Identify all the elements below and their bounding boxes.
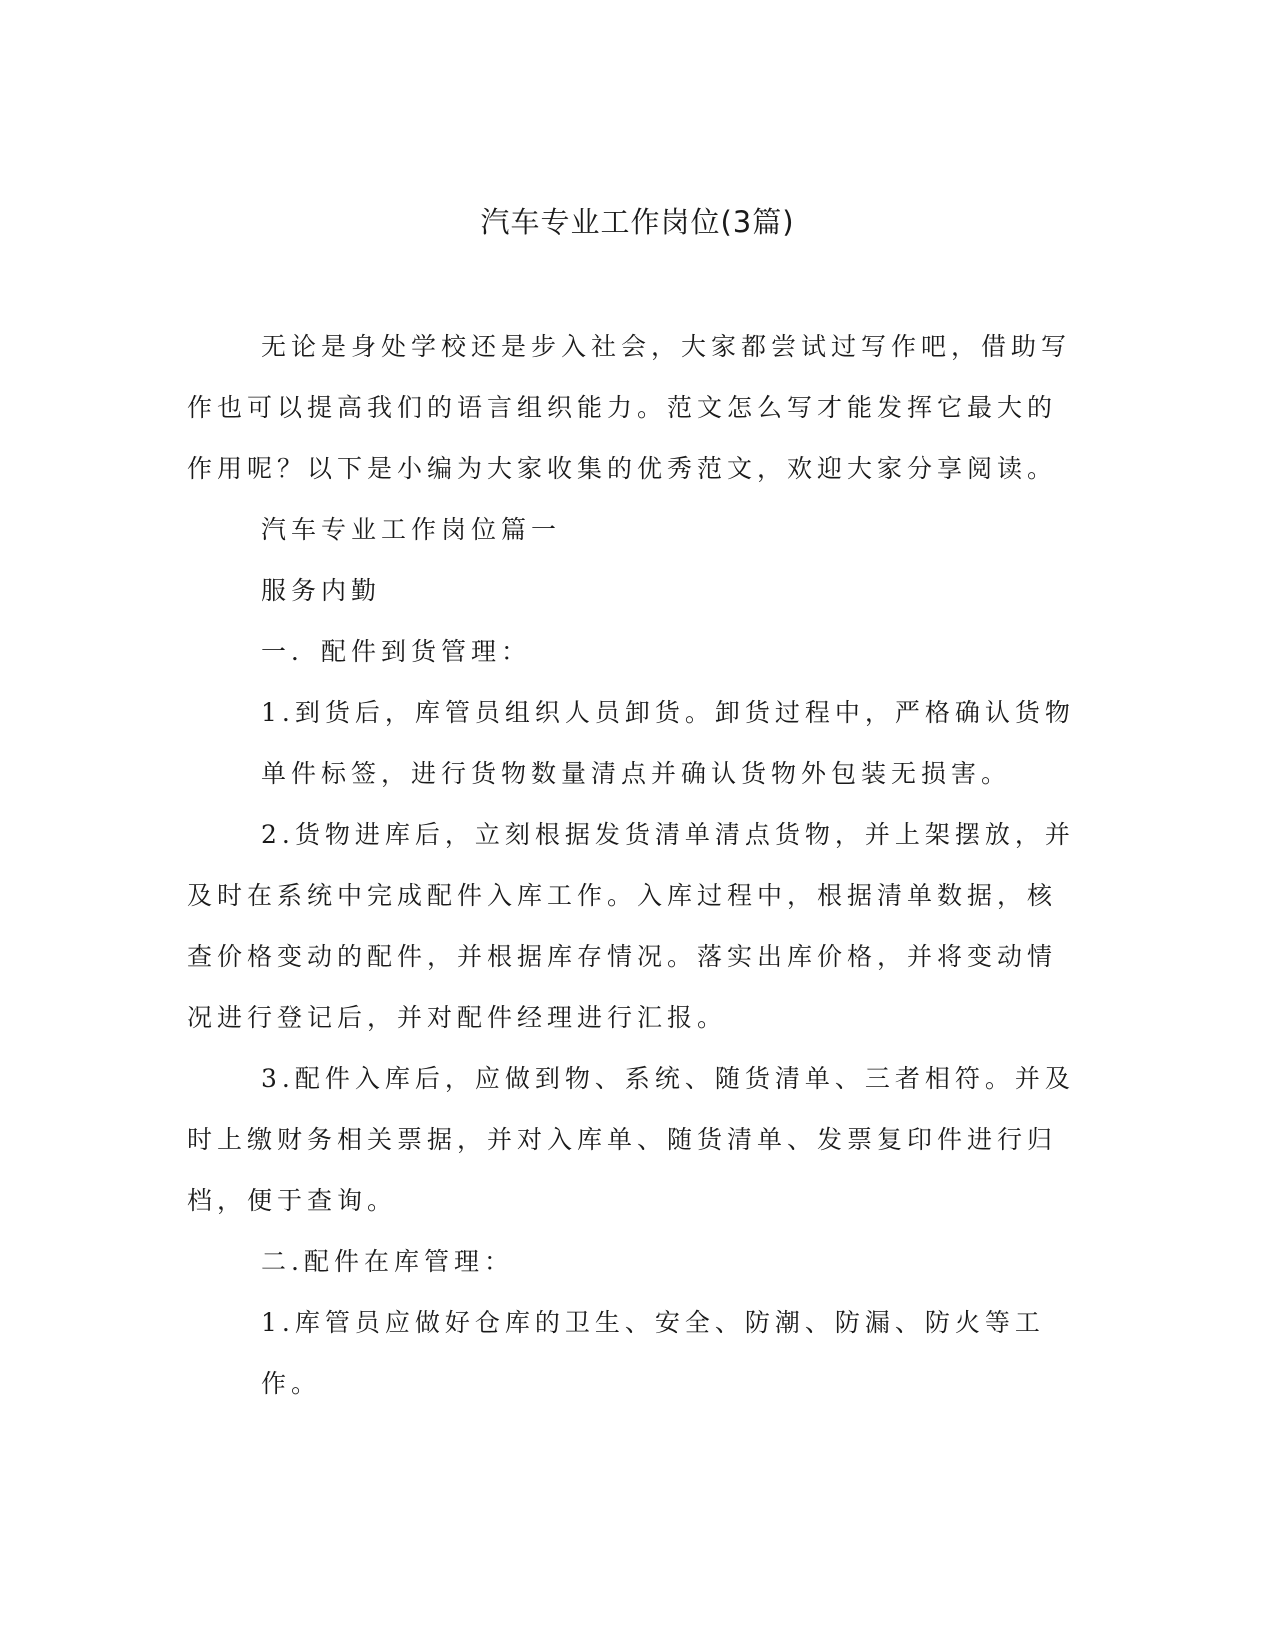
document-body — [187, 316, 1082, 1414]
section-heading: 汽车专业工作岗位篇一 — [261, 515, 562, 544]
list-item-1-1: 1.到货后，库管员组织人员卸货。卸货过程中，严格确认货物单件标签，进行货物数量清点并确认货物外包装无损害。 — [261, 698, 1075, 788]
intro-paragraph: 无论是身处学校还是步入社会，大家都尝试过写作吧，借助写作也可以提高我们的语言组织能力。范文怎么写才能发挥它最大的作用呢？以下是小编为大家收集的优秀范文，欢迎大家分享阅读。 — [187, 332, 1072, 483]
list-item-2-1: 1.库管员应做好仓库的卫生、安全、防潮、防漏、防火等工作。 — [261, 1308, 1045, 1398]
subsection-heading: 服务内勤 — [261, 576, 382, 605]
list-heading-2: 二.配件在库管理： — [261, 1247, 514, 1276]
list-item-1-2: 2.货物进库后，立刻根据发货清单清点货物，并上架摆放，并及时在系统中完成配件入库工作。入库过程中，根据清单数据，核查价格变动的配件，并根据库存情况。落实出库价格，并将变动情况进行登记后，并对配件经理进行汇报。 — [187, 820, 1075, 1032]
document-title: 汽车专业工作岗位(3篇) — [480, 205, 795, 239]
list-heading-1: 一．配件到货管理： — [261, 637, 532, 666]
list-item-1-3: 3.配件入库后，应做到物、系统、随货清单、三者相符。并及时上缴财务相关票据，并对入库单、随货清单、发票复印件进行归档，便于查询。 — [187, 1064, 1075, 1215]
